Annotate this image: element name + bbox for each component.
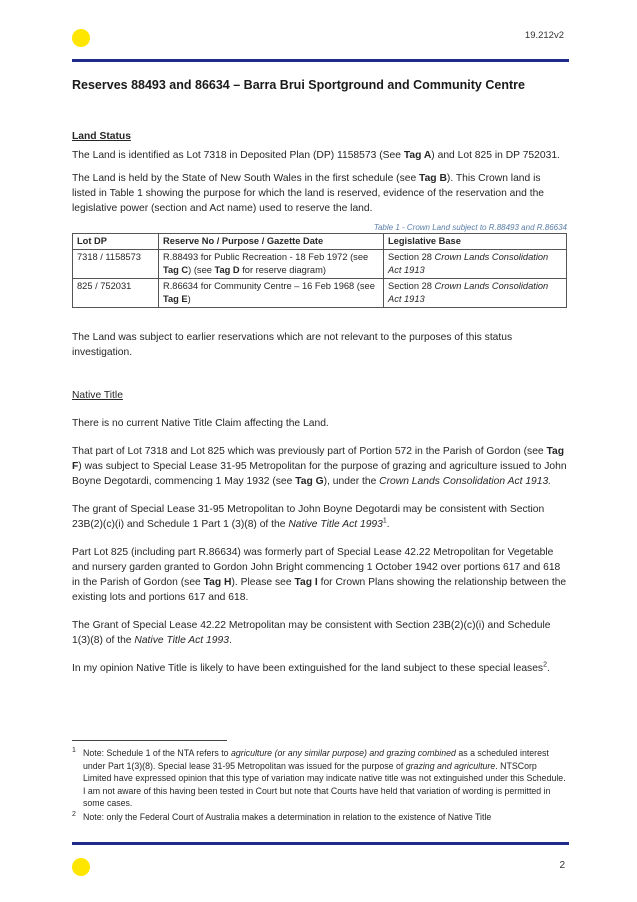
- cell-lot: 7318 / 1158573: [73, 250, 159, 279]
- footer-rule: [72, 842, 569, 845]
- section-heading-native-title: Native Title: [72, 390, 123, 401]
- native-title-paragraph-5: The Grant of Special Lease 42.22 Metropolitan may be consistent with Section 23B(2)(c)(i) and Schedule 1(3)(8) of the Native Title Act 1993.: [72, 620, 551, 646]
- section-heading-land-status: Land Status: [72, 131, 131, 142]
- document-version: 19.212v2: [524, 30, 564, 41]
- footnote-ref-1: 1: [382, 517, 387, 525]
- cell-reserve: R.86634 for Community Centre – 16 Feb 1968 (see Tag E): [159, 279, 384, 308]
- header-rule: [72, 59, 569, 62]
- native-title-paragraph-6: In my opinion Native Title is likely to have been extinguished for the land subject to these special leases$^2$.: [72, 661, 550, 674]
- footnotes: [72, 747, 567, 825]
- logo-dot-icon: [72, 29, 90, 47]
- table-row: [73, 279, 567, 308]
- land-status-paragraph-2: The Land is held by the State of New South Wales in the first schedule (see Tag B). This Crown land is listed in Table 1 showing the purpose for which the land is reserved, evidence of the reservation and the legislative power (section and Act name) used to reserve the land.: [72, 173, 545, 214]
- footer-logo-dot-icon: [72, 858, 90, 876]
- column-header-reserve: Reserve No / Purpose / Gazette Date: [159, 234, 384, 250]
- page-number: 2: [559, 860, 565, 871]
- native-title-paragraph-4: Part Lot 825 (including part R.86634) was formerly part of Special Lease 42.22 Metropolitan for Vegetable and nursery garden granted to Gordon John Bright commencing 1 October 1942 over portions 617 and 618 in the Parish of Gordon (see Tag H). Please see Tag I for Crown Plans showing the relationship between the existing lots and portions 617 and 618.: [72, 547, 567, 603]
- cell-base: Section 28 Crown Lands Consolidation Act 1913: [384, 250, 567, 279]
- table-row: [73, 250, 567, 279]
- native-title-paragraph-2: That part of Lot 7318 and Lot 825 which was previously part of Portion 572 in the Parish of Gordon (see Tag F) was subject to Special Lease 31-95 Metropolitan for the purpose of grazing and agriculture issued to John Boyne Degotardi, commencing 1 May 1932 (see Tag G), under the Crown Lands Consolidation Act 1913.: [72, 446, 567, 487]
- table-caption: Table 1 - Crown Land subject to R.88493 and R.86634: [373, 223, 567, 232]
- column-header-lot: Lot DP: [73, 234, 159, 250]
- column-header-base: Legislative Base: [384, 234, 567, 250]
- native-title-paragraph-3: The grant of Special Lease 31-95 Metropolitan to John Boyne Degotardi may be consistent with Section 23B(2)(c)(i) and Schedule 1 Part 1 (3)(8) of the Native Title Act 1993$^1$.: [72, 504, 545, 530]
- earlier-reservations-paragraph: The Land was subject to earlier reservations which are not relevant to the purposes of this status investigation.: [72, 332, 513, 358]
- cell-lot: 825 / 752031: [73, 279, 159, 308]
- land-status-paragraph-1: The Land is identified as Lot 7318 in Deposited Plan (DP) 1158573 (See Tag A) and Lot 825 in DP 752031.: [72, 150, 560, 161]
- footnote-separator: [72, 740, 227, 741]
- crown-land-table: [72, 233, 567, 308]
- native-title-paragraph-1: There is no current Native Title Claim affecting the Land.: [72, 418, 329, 429]
- page-title: Reserves 88493 and 86634 – Barra Brui Sportground and Community Centre: [72, 78, 525, 92]
- footnote-2: $^2$ Note: only the Federal Court of Australia makes a determination in relation to the existence of Native Title: [72, 811, 492, 822]
- table-header-row: [73, 234, 567, 250]
- footnote-1: $^1$ Note: Schedule 1 of the NTA refers to agriculture (or any similar purpose) and grazing combined as a scheduled interest under Part 1(3)(8). Special lease 31-95 Metropolitan was issued for the purpose of grazing and agriculture. NTSCorp Limited have expressed opinion that this type of variation may indicate native title was not extinguished under this Schedule. I am not aware of this having been tested in Court but note that Courts have held that variation of wording is permitted in some cases.: [72, 747, 566, 809]
- footnote-ref-2: 2: [543, 661, 547, 669]
- cell-base: Section 28 Crown Lands Consolidation Act 1913: [384, 279, 567, 308]
- cell-reserve: R.88493 for Public Recreation - 18 Feb 1972 (see Tag C) (see Tag D for reserve diagram): [159, 250, 384, 279]
- body-content: [72, 129, 567, 676]
